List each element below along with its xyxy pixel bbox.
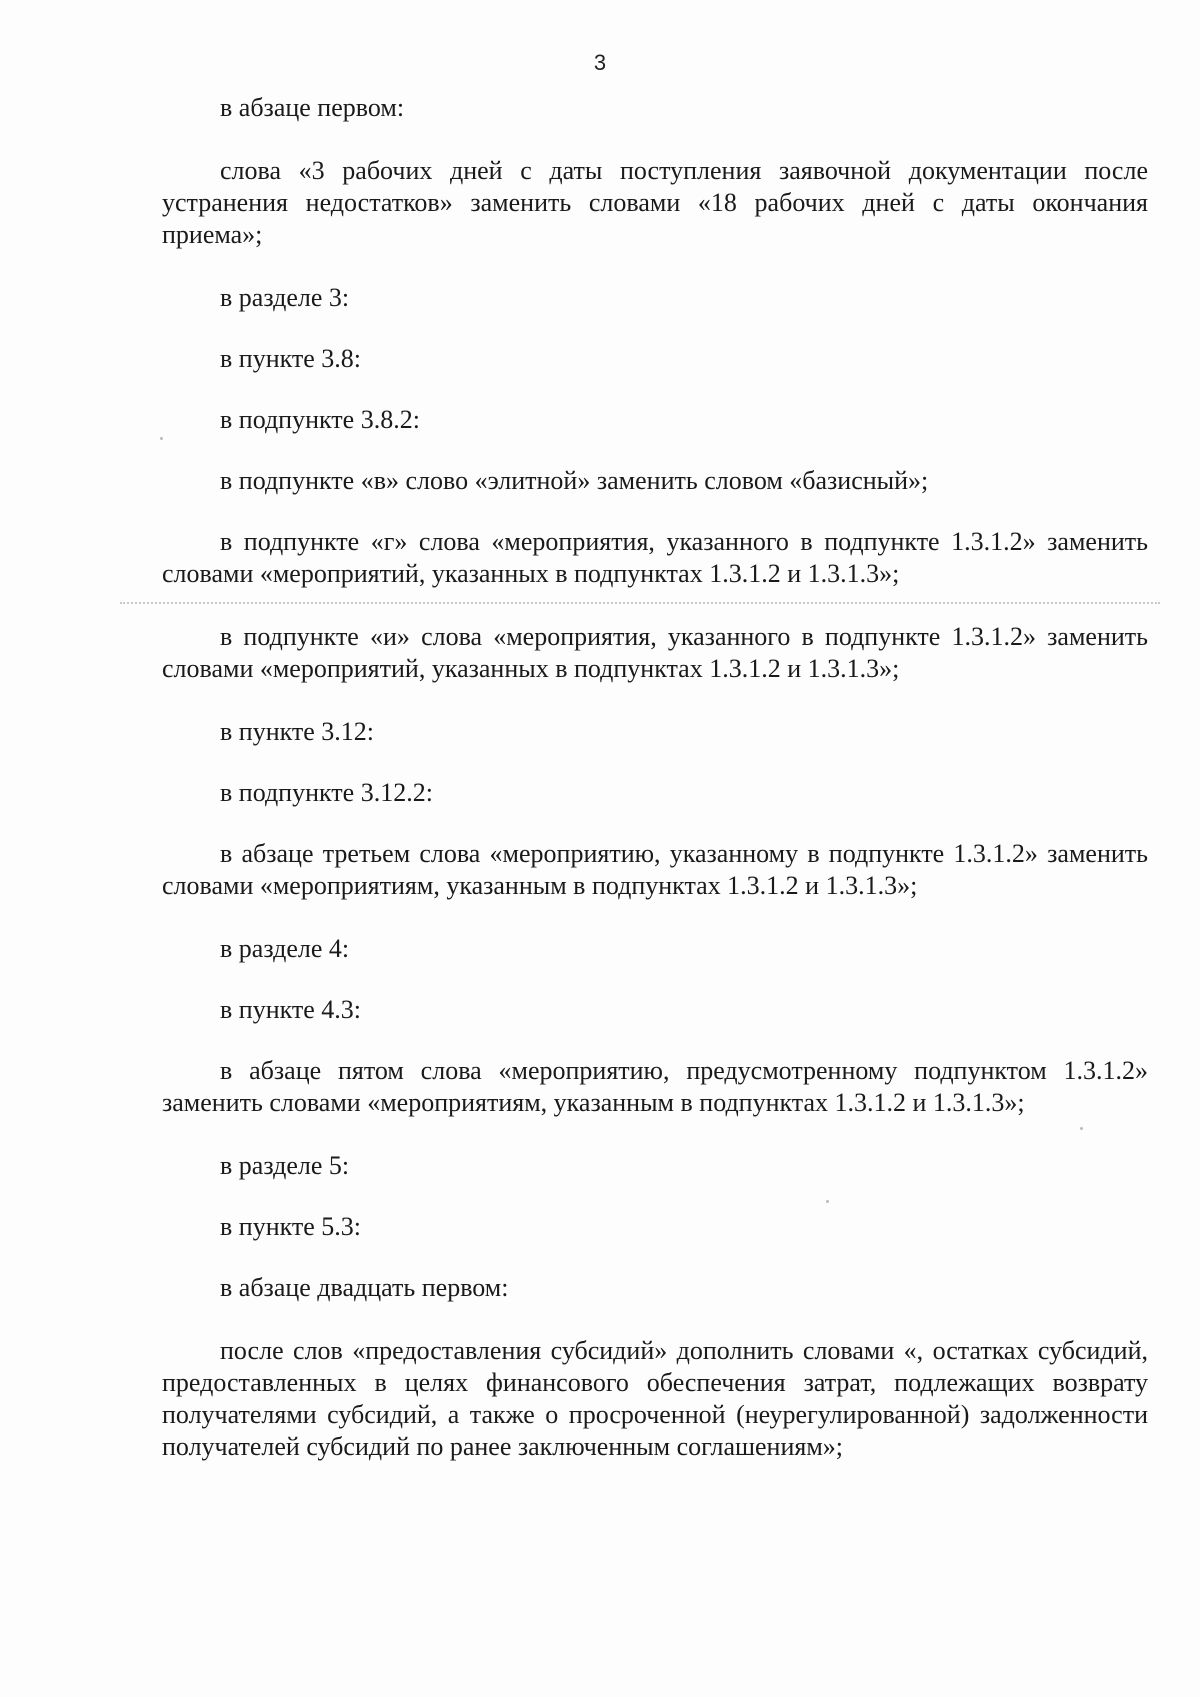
paragraph: в абзаце пятом слова «мероприятию, предусмотренному подпунктом 1.3.1.2» заменить словами «мероприятиям, указанным в подпунктах 1.3.1.2 и 1.3.1.3»; — [162, 1056, 1148, 1117]
paragraph: в пункте 3.12: — [220, 717, 375, 746]
paragraph: в разделе 3: — [220, 283, 350, 312]
paragraph: в абзаце первом: — [220, 93, 405, 122]
paragraph: в пункте 5.3: — [220, 1212, 362, 1241]
paragraph: в подпункте «в» слово «элитной» заменить словом «базисный»; — [220, 466, 929, 495]
page-number: 3 — [593, 50, 607, 75]
paragraph: в подпункте «г» слова «мероприятия, указанного в подпункте 1.3.1.2» заменить словами «мероприятий, указанных в подпунктах 1.3.1.2 и 1.3.1.3»; — [162, 527, 1148, 588]
document-body — [162, 92, 1148, 1463]
paragraph: в разделе 4: — [220, 934, 350, 963]
paragraph: в пункте 4.3: — [220, 995, 362, 1024]
paragraph: в абзаце третьем слова «мероприятию, указанному в подпункте 1.3.1.2» заменить словами «мероприятиям, указанным в подпунктах 1.3.1.2 и 1.3.1.3»; — [162, 839, 1148, 900]
paragraph: в пункте 3.8: — [220, 344, 362, 373]
paragraph: в подпункте «и» слова «мероприятия, указанного в подпункте 1.3.1.2» заменить словами «мероприятий, указанных в подпунктах 1.3.1.2 и 1.3.1.3»; — [162, 622, 1148, 683]
paragraph: в абзаце двадцать первом: — [220, 1273, 509, 1302]
paragraph: в подпункте 3.8.2: — [220, 405, 420, 434]
paragraph: слова «3 рабочих дней с даты поступления заявочной документации после устранения недостатков» заменить словами «18 рабочих дней с даты окончания приема»; — [162, 156, 1148, 249]
paragraph: в разделе 5: — [220, 1151, 350, 1180]
paragraph: в подпункте 3.12.2: — [220, 778, 433, 807]
paragraph: после слов «предоставления субсидий» дополнить словами «, остатках субсидий, предоставленных в целях финансового обеспечения затрат, подлежащих возврату получателями субсидий, а также о просроченной (неурегулированной) задолженности получателей субсидий по ранее заключенным соглашениям»; — [162, 1336, 1148, 1461]
